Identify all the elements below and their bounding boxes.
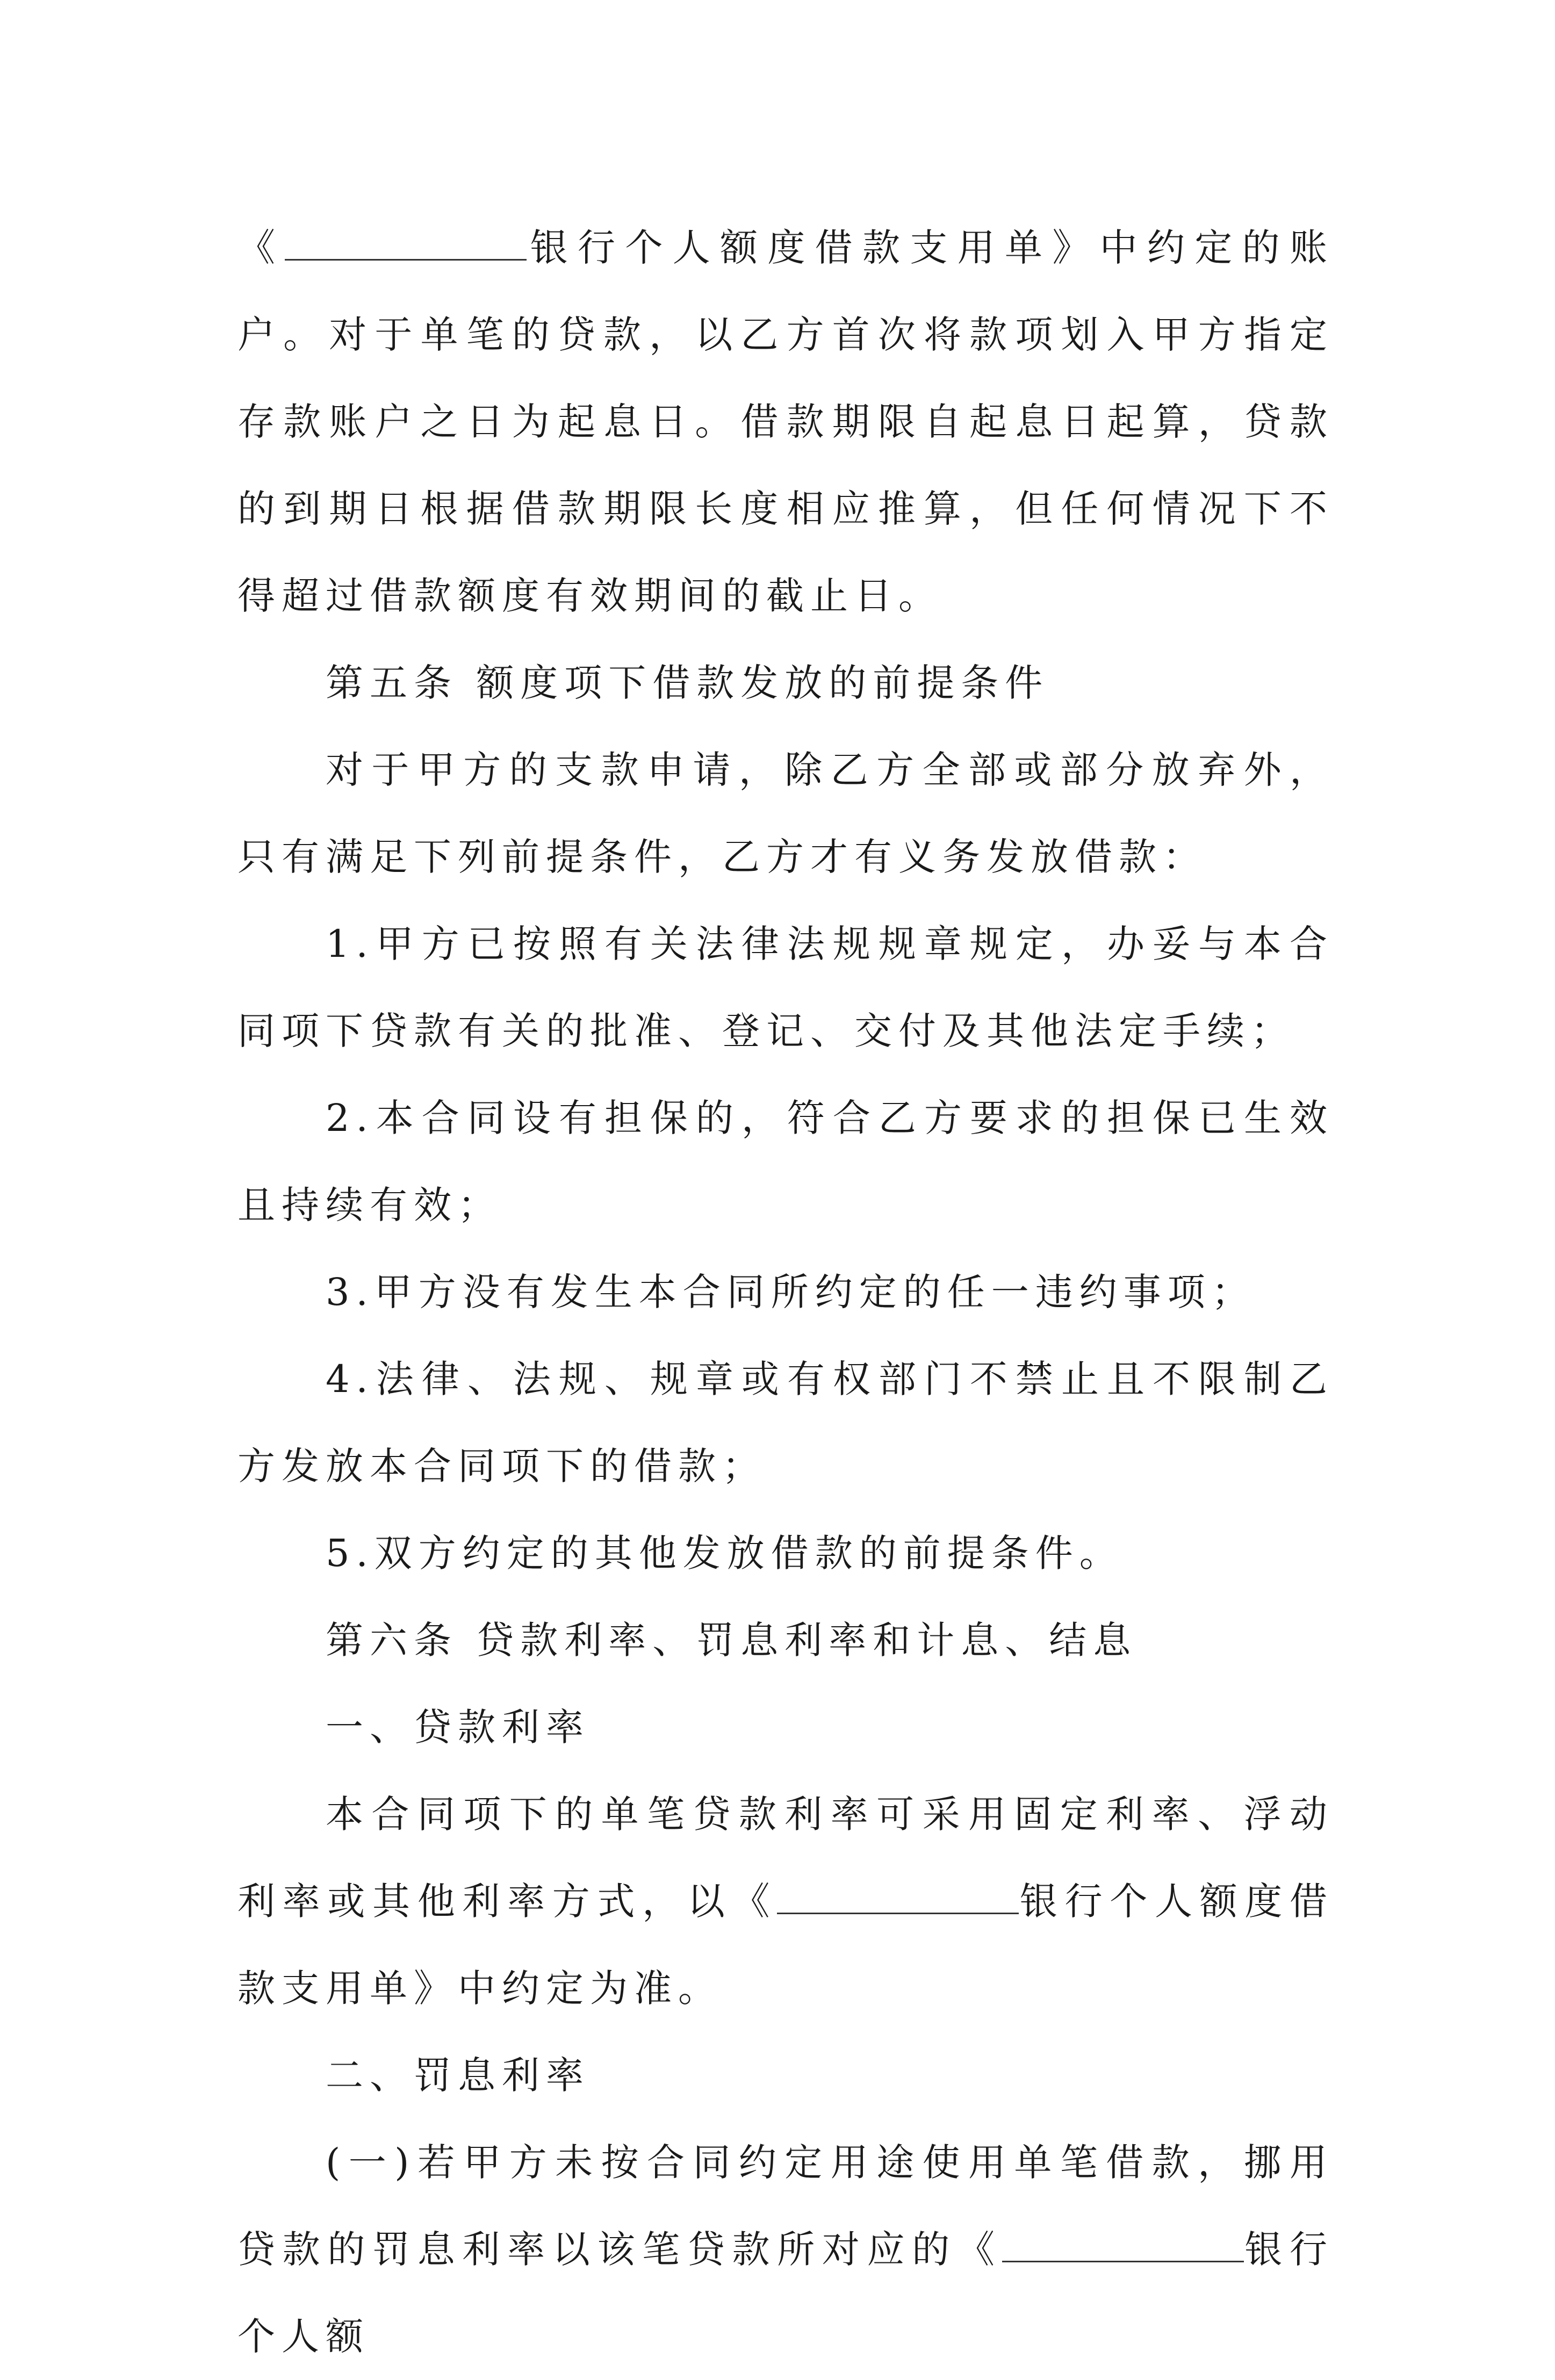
condition-item-5: 5.双方约定的其他发放借款的前提条件。 xyxy=(326,1531,1124,1575)
section-loan-rate-heading: 一、贷款利率 xyxy=(326,1705,590,1749)
condition-item-1: 1.甲方已按照有关法律法规规章规定，办妥与本合同项下贷款有关的批准、登记、交付及其他法定手续； xyxy=(237,922,1334,1053)
condition-item-3: 3.甲方没有发生本合同所约定的任一违约事项； xyxy=(326,1270,1256,1314)
article-5-heading: 第五条 额度项下借款发放的前提条件 xyxy=(326,661,1049,705)
condition-item-4: 4.法律、法规、规章或有权部门不禁止且不限制乙方发放本合同项下的借款； xyxy=(237,1357,1334,1488)
fill-in-blank xyxy=(285,229,527,261)
section-penalty-rate-heading: 二、罚息利率 xyxy=(326,2053,590,2097)
fill-in-blank xyxy=(1002,2231,1244,2262)
paragraph-penalty-rate: (一)若甲方未按合同约定用途使用单笔借款，挪用贷款的罚息利率以该笔贷款所对应的《 银行个人额 xyxy=(237,2140,1334,2359)
paragraph-conditions-intro: 对于甲方的支款申请，除乙方全部或部分放弃外，只有满足下列前提条件，乙方才有义务发放借款： xyxy=(237,748,1334,879)
paragraph-loan-rate: 本合同项下的单笔贷款利率可采用固定利率、浮动利率或其他利率方式，以《 银行个人额度借款支用单》中约定为准。 xyxy=(237,1792,1334,2010)
fill-in-blank xyxy=(777,1883,1019,1914)
contract-text xyxy=(237,204,1334,2380)
paragraph-account-clause: 《 银行个人额度借款支用单》中约定的账户。对于单笔的贷款，以乙方首次将款项划入甲方指定存款账户之日为起息日。借款期限自起息日起算，贷款的到期日根据借款期限长度相应推算，但任何情况下不得超过借款额度有效期间的截止日。 xyxy=(237,226,1334,618)
article-6-heading: 第六条 贷款利率、罚息利率和计息、结息 xyxy=(326,1618,1138,1662)
condition-item-2: 2.本合同设有担保的，符合乙方要求的担保已生效且持续有效； xyxy=(237,1096,1334,1227)
